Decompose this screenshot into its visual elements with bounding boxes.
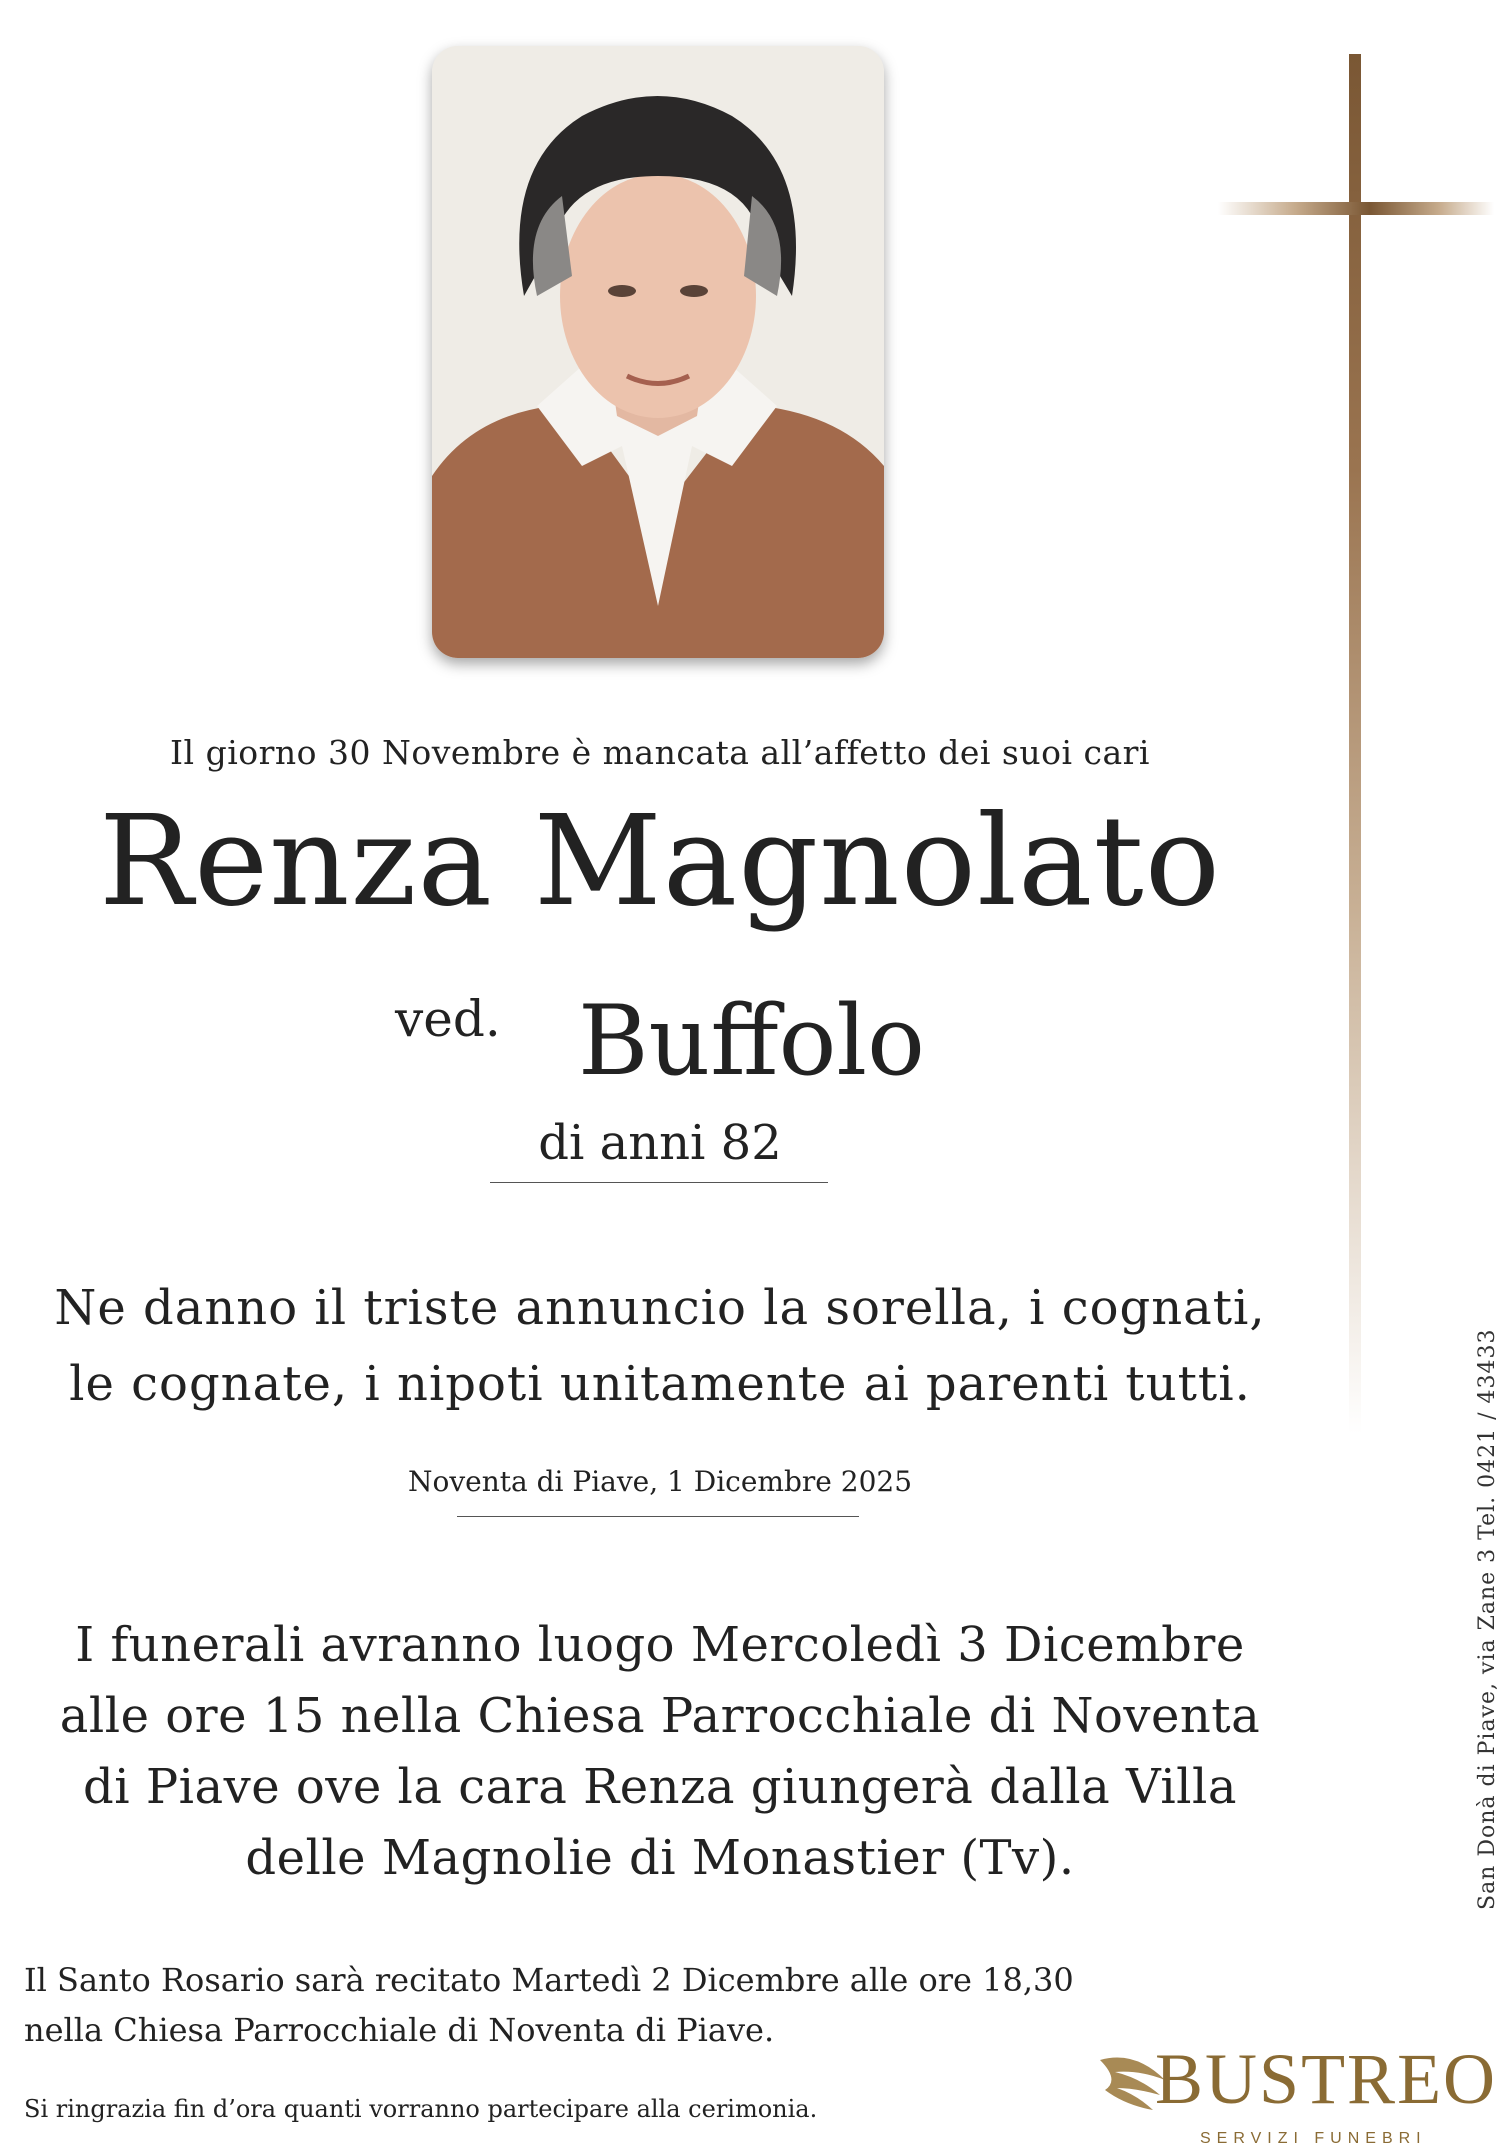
cross-icon — [1349, 54, 1361, 1434]
divider — [457, 1516, 859, 1517]
rosary-details — [24, 1955, 1074, 2055]
agency-logo-name: BUSTREO — [1155, 2039, 1498, 2119]
funeral-line: alle ore 15 nella Chiesa Parrocchiale di Noventa — [59, 1688, 1261, 1744]
widow-surname: Buffolo — [578, 985, 925, 1097]
cross-arm — [1218, 202, 1494, 215]
funeral-details — [0, 1610, 1320, 1894]
announcement-line: Ne danno il triste annuncio la sorella, i cognati, — [54, 1280, 1266, 1336]
agency-address: San Donà di Piave, via Zane 3 Tel. 0421 / 43433 — [1475, 1328, 1500, 1910]
portrait-photo — [432, 46, 884, 658]
funeral-line: I funerali avranno luogo Mercoledì 3 Dicembre — [75, 1617, 1245, 1673]
thanks-text: Si ringrazia fin d’ora quanti vorranno partecipare alla cerimonia. — [24, 2095, 818, 2123]
funeral-line: delle Magnolie di Monastier (Tv). — [245, 1830, 1075, 1886]
rosary-line: Il Santo Rosario sarà recitato Martedì 2 Dicembre alle ore 18,30 — [24, 1961, 1074, 1999]
announcement — [0, 1270, 1320, 1422]
divider — [490, 1182, 828, 1183]
announcement-line: le cognate, i nipoti unitamente ai parenti tutti. — [69, 1356, 1251, 1412]
intro-text: Il giorno 30 Novembre è mancata all’affetto dei suoi cari — [169, 733, 1150, 772]
agency-logo-subtitle: SERVIZI FUNEBRI — [1200, 2130, 1427, 2147]
rosary-line: nella Chiesa Parrocchiale di Noventa di Piave. — [24, 2011, 775, 2049]
funeral-line: di Piave ove la cara Renza giungerà dalla Villa — [82, 1759, 1237, 1815]
age-text: di anni 82 — [538, 1115, 782, 1171]
widow-prefix: ved. — [395, 990, 501, 1048]
deceased-name: Renza Magnolato — [99, 789, 1221, 934]
dateline: Noventa di Piave, 1 Dicembre 2025 — [407, 1465, 913, 1498]
